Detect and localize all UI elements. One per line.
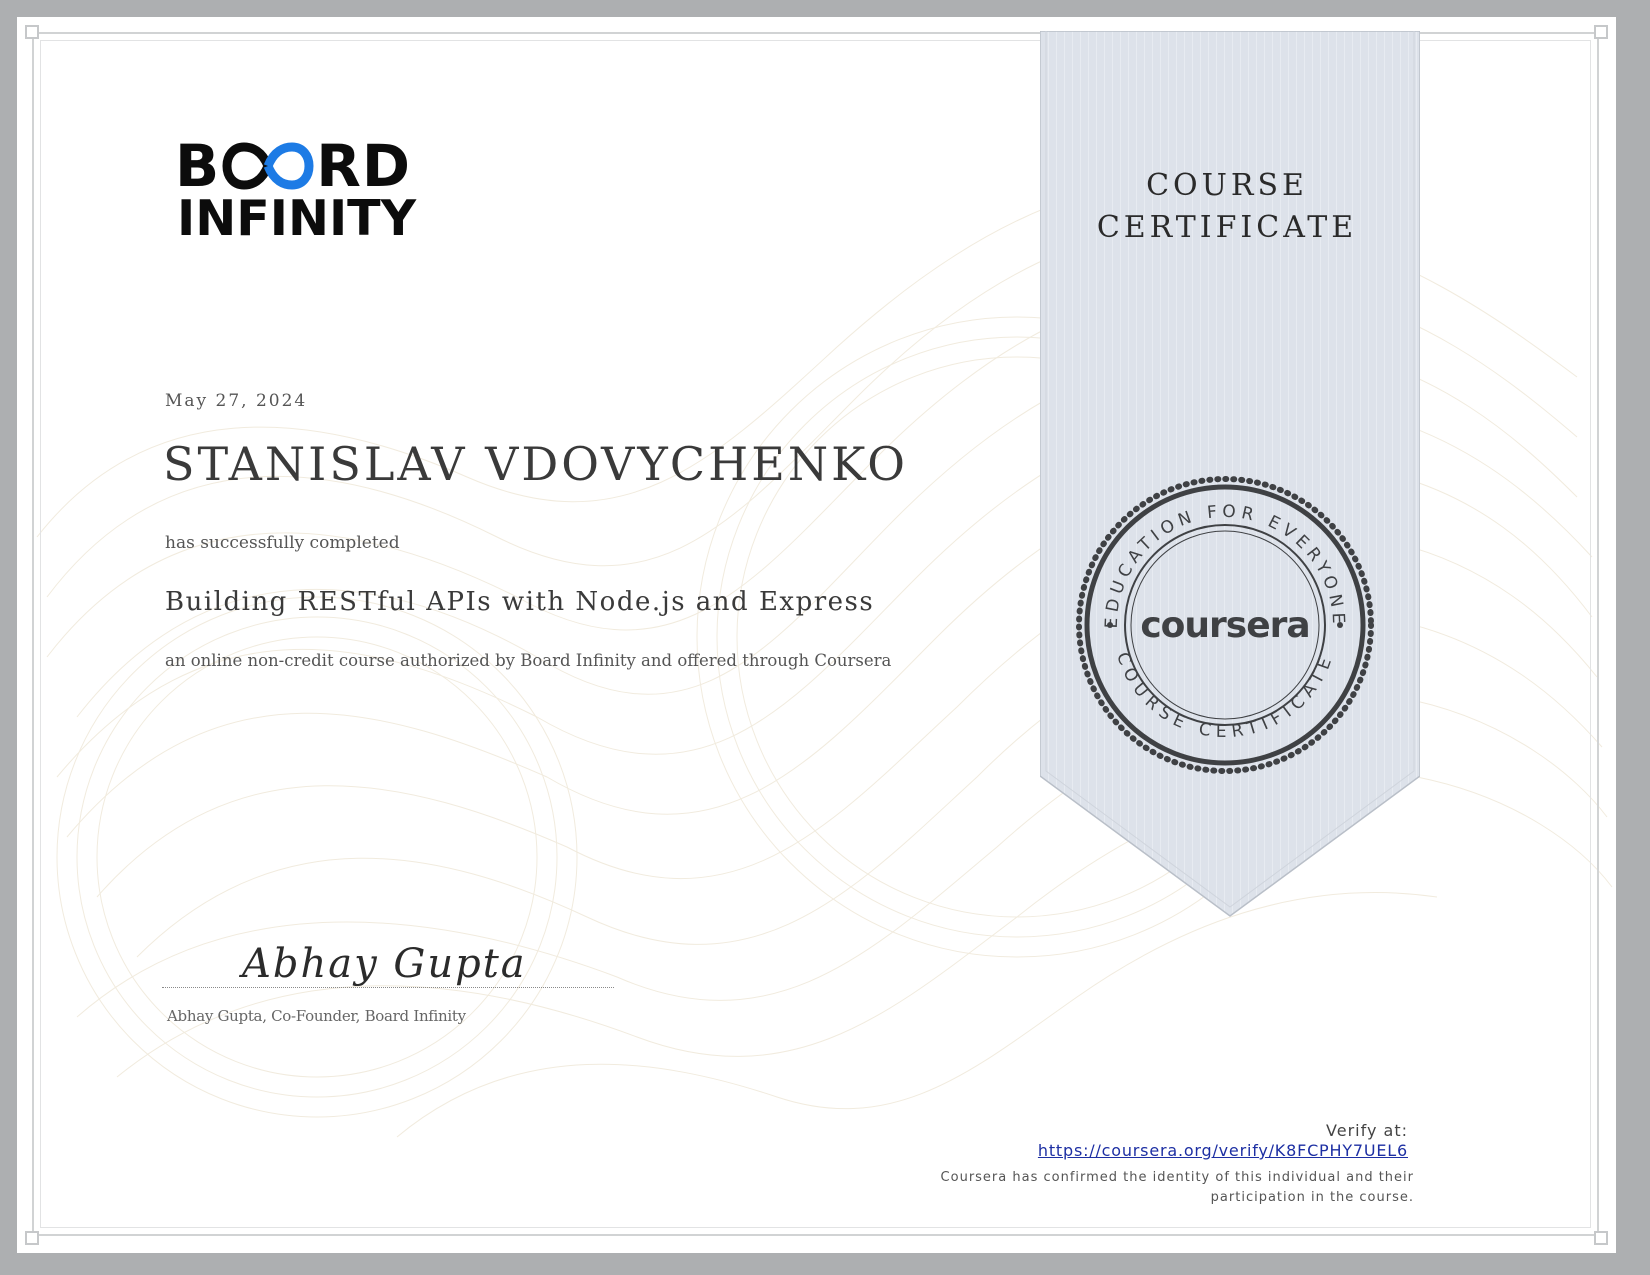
corner-ornament-top-left xyxy=(25,25,39,39)
seal-bottom-text: COURSE CERTIFICATE xyxy=(1111,649,1338,743)
identity-confirmation-line1: Coursera has confirmed the identity of this individual and their xyxy=(940,1170,1414,1185)
certificate-heading-line1: COURSE xyxy=(1146,168,1308,203)
logo-infinity-text: INFINITY xyxy=(177,190,417,247)
svg-text:COURSE CERTIFICATE xyxy=(1112,650,1338,742)
certificate-heading-line2: CERTIFICATE xyxy=(1096,210,1358,245)
coursera-seal xyxy=(1075,475,1375,775)
logo-letters-rd: RD xyxy=(316,132,412,200)
identity-confirmation-line2: participation in the course. xyxy=(1210,1190,1414,1205)
corner-ornament-top-right xyxy=(1594,25,1608,39)
seal-top-text: EDUCATION FOR EVERYONE xyxy=(1101,501,1349,629)
logo-letter-b: B xyxy=(175,132,221,200)
recipient-name: STANISLAV VDOVYCHENKO xyxy=(163,437,908,491)
signer-caption: Abhay Gupta, Co-Founder, Board Infinity xyxy=(167,1007,466,1025)
seal-center-text: coursera xyxy=(1140,605,1310,646)
corner-ornament-bottom-left xyxy=(25,1231,39,1245)
certificate-heading xyxy=(1077,165,1377,249)
verify-link[interactable]: https://coursera.org/verify/K8FCPHY7UEL6 xyxy=(1037,1141,1408,1160)
infinity-loop-icon xyxy=(222,141,314,191)
verify-label: Verify at: xyxy=(1326,1121,1408,1140)
identity-confirmation xyxy=(894,1168,1414,1208)
authorization-statement: an online non-credit course authorized by Board Infinity and offered through Coursera xyxy=(165,651,892,670)
completion-statement: has successfully completed xyxy=(165,533,400,553)
corner-ornament-bottom-right xyxy=(1594,1231,1608,1245)
board-infinity-logo xyxy=(175,132,417,247)
course-title: Building RESTful APIs with Node.js and Express xyxy=(165,587,875,617)
signature-line xyxy=(162,987,614,988)
signature-script: Abhay Gupta xyxy=(242,941,527,987)
completion-date: May 27, 2024 xyxy=(165,391,308,411)
certificate-page xyxy=(17,17,1616,1253)
